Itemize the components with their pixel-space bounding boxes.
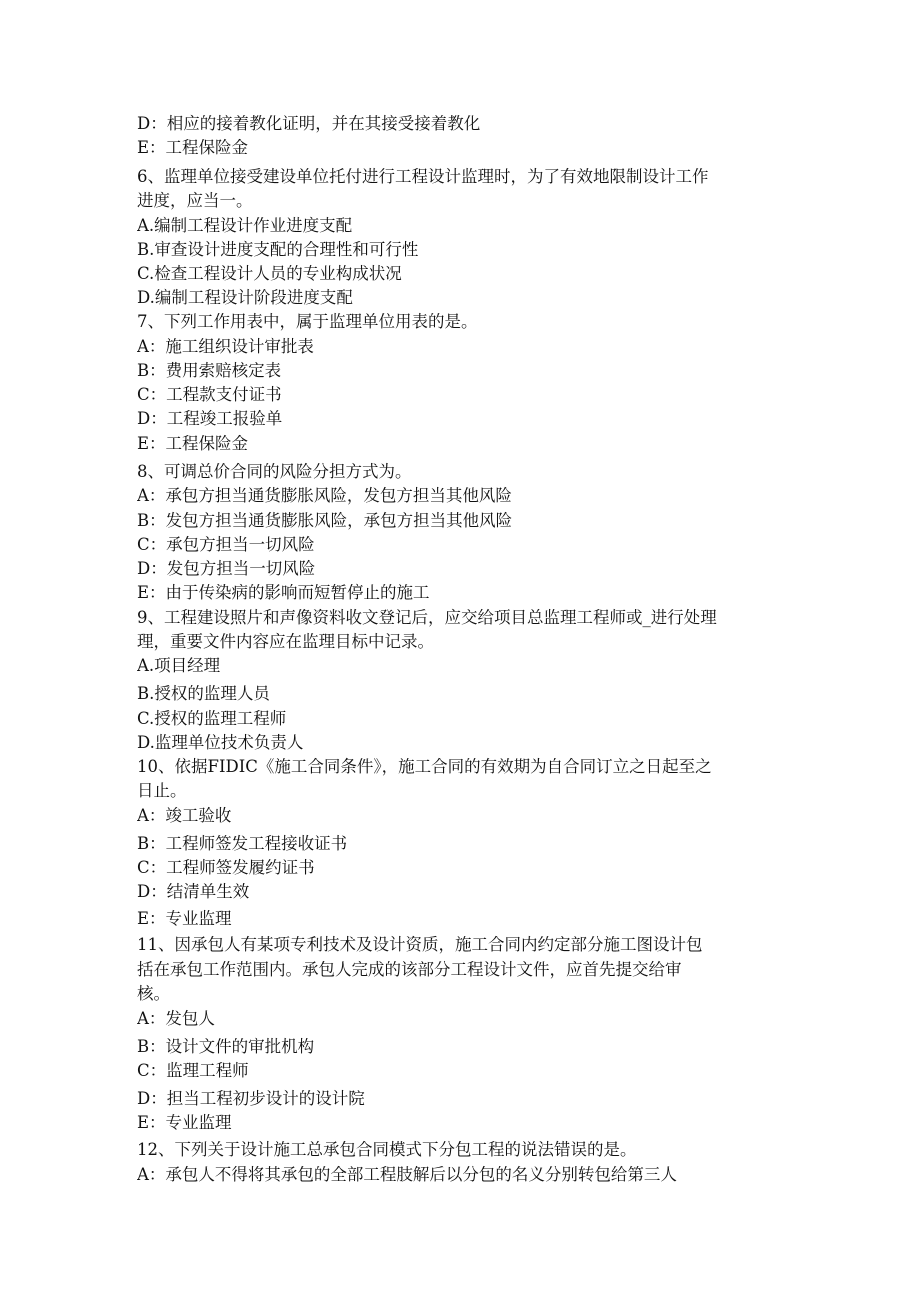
question-line: 10、依据FIDIC《施工合同条件》，施工合同的有效期为自合同订立之日起至之 xyxy=(137,757,712,776)
option-line: E：由于传染病的影响而短暂停止的施工 xyxy=(137,583,430,602)
option-line: C：监理工程师 xyxy=(137,1061,249,1080)
option-line: D：工程竣工报验单 xyxy=(137,409,283,428)
option-line: D：担当工程初步设计的设计院 xyxy=(137,1089,365,1108)
question-line: 8、可调总价合同的风险分担方式为。 xyxy=(137,462,412,481)
option-line: D.编制工程设计阶段进度支配 xyxy=(137,288,353,307)
option-line: E：工程保险金 xyxy=(137,434,249,453)
option-line: C：承包方担当一切风险 xyxy=(137,535,315,554)
option-line: A：发包人 xyxy=(137,1009,215,1028)
option-line: D：发包方担当一切风险 xyxy=(137,559,316,578)
option-line: C：工程师签发履约证书 xyxy=(137,858,315,877)
option-line: B：费用索赔核定表 xyxy=(137,361,282,380)
question-line: 进度，应当一。 xyxy=(137,191,253,210)
option-line: A.项目经理 xyxy=(137,656,221,675)
option-line: B.授权的监理人员 xyxy=(137,684,270,703)
option-line: A：承包方担当通货膨胀风险，发包方担当其他风险 xyxy=(137,486,512,505)
option-line: C：工程款支付证书 xyxy=(137,385,282,404)
option-line: B：设计文件的审批机构 xyxy=(137,1037,315,1056)
question-line: 核。 xyxy=(137,984,170,1003)
option-line: E：工程保险金 xyxy=(137,138,249,157)
option-line: B.审查设计进度支配的合理性和可行性 xyxy=(137,240,419,259)
option-line: D：相应的接着教化证明，并在其接受接着教化 xyxy=(137,114,481,133)
option-line: D：结清单生效 xyxy=(137,882,250,901)
option-line: A：施工组织设计审批表 xyxy=(137,337,314,356)
option-line: B：发包方担当通货膨胀风险，承包方担当其他风险 xyxy=(137,511,513,530)
option-line: C.检查工程设计人员的专业构成状况 xyxy=(137,264,402,283)
question-line: 理，重要文件内容应在监理目标中记录。 xyxy=(137,632,434,651)
option-line: A.编制工程设计作业进度支配 xyxy=(137,216,353,235)
option-line: E：专业监理 xyxy=(137,1113,232,1132)
question-line: 6、监理单位接受建设单位托付进行工程设计监理时，为了有效地限制设计工作 xyxy=(137,167,709,186)
question-line: 日止。 xyxy=(137,781,187,800)
question-line: 7、下列工作用表中，属于监理单位用表的是。 xyxy=(137,312,478,331)
option-line: B：工程师签发工程接收证书 xyxy=(137,834,348,853)
question-line: 9、工程建设照片和声像资料收文登记后，应交给项目总监理工程师或_进行处理 xyxy=(137,608,717,627)
option-line: E：专业监理 xyxy=(137,909,232,928)
option-line: D.监理单位技术负责人 xyxy=(137,733,304,752)
option-line: C.授权的监理工程师 xyxy=(137,709,287,728)
question-line: 12、下列关于设计施工总承包合同模式下分包工程的说法错误的是。 xyxy=(137,1140,637,1159)
question-line: 11、因承包人有某项专利技术及设计资质，施工合同内约定部分施工图设计包 xyxy=(137,935,703,954)
option-line: A：承包人不得将其承包的全部工程肢解后以分包的名义分别转包给第三人 xyxy=(137,1165,677,1184)
question-line: 括在承包工作范围内。承包人完成的该部分工程设计文件，应首先提交给审 xyxy=(137,960,682,979)
option-line: A：竣工验收 xyxy=(137,806,232,825)
